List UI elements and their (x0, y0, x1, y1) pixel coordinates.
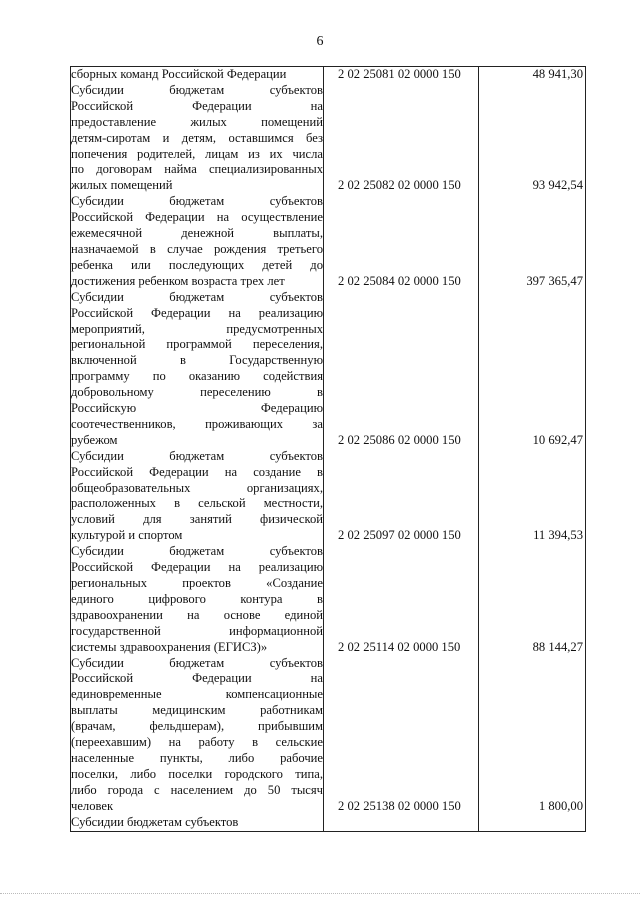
table-row (71, 67, 586, 83)
subsidy-description (71, 67, 324, 83)
description-line: расположенных в сельской местности, (71, 496, 323, 511)
amount-value: 10 692,47 (532, 432, 583, 447)
description-line: ежемесячной денежной выплаты, (71, 226, 323, 241)
description-line: предоставление жилых помещений (71, 114, 323, 129)
table-row (71, 815, 586, 831)
description-line: Субсидии бюджетам субъектов (71, 655, 323, 670)
page-bottom-rule (0, 893, 640, 894)
budget-table-body (71, 67, 586, 832)
table-row (71, 290, 586, 449)
description-line: добровольному переселению в (71, 385, 323, 400)
description-line: жилых помещений (71, 178, 173, 193)
description-line: Российской Федерации на реализацию (71, 305, 323, 320)
description-line: выплаты медицинским работникам (71, 703, 323, 718)
description-line: единовременные компенсационные (71, 687, 323, 702)
subsidy-description (71, 194, 324, 289)
amount-cell (479, 815, 586, 831)
description-line: общеобразовательных организациях, (71, 480, 323, 495)
table-row (71, 449, 586, 544)
description-line: Российской Федерации на (71, 671, 323, 686)
description-line: Российскую Федерацию (71, 401, 323, 416)
amount-value: 1 800,00 (538, 798, 583, 813)
description-line: Субсидии бюджетам субъектов (71, 544, 323, 559)
description-line: региональных проектов «Создание (71, 576, 323, 590)
subsidy-description (71, 83, 324, 194)
amount-value: 48 941,30 (532, 67, 583, 81)
description-line: либо города с населением до 50 тысяч (71, 782, 323, 797)
subsidy-description (71, 656, 324, 815)
budget-code: 2 02 25138 02 0000 150 (338, 798, 461, 813)
amount-cell (479, 67, 586, 83)
description-line: соотечественников, проживающих за (71, 416, 323, 431)
amount-cell (479, 656, 586, 815)
description-line: ребенка или последующих детей до (71, 257, 323, 272)
description-line: единого цифрового контура в (71, 591, 323, 606)
table-row (71, 83, 586, 194)
budget-table (70, 66, 586, 832)
amount-value: 11 394,53 (533, 528, 583, 543)
description-line: Субсидии бюджетам субъектов (71, 814, 239, 829)
description-line: Российской Федерации на реализацию (71, 560, 323, 575)
budget-code-cell (324, 67, 479, 83)
description-line: включенной в Государственную (71, 353, 323, 368)
budget-code: 2 02 25086 02 0000 150 (338, 432, 461, 447)
budget-code-cell (324, 449, 479, 544)
budget-code: 2 02 25114 02 0000 150 (338, 639, 461, 654)
subsidy-description (71, 815, 324, 831)
budget-code-cell (324, 656, 479, 815)
description-line: по договорам найма специализированных (71, 162, 323, 177)
description-line: детям-сиротам и детям, оставшимся без (71, 130, 323, 145)
budget-code: 2 02 25082 02 0000 150 (338, 178, 461, 193)
budget-code: 2 02 25097 02 0000 150 (338, 528, 461, 543)
table-row (71, 544, 586, 655)
amount-value: 88 144,27 (532, 639, 583, 654)
amount-cell (479, 290, 586, 449)
description-line: программу по оказанию содействия (71, 369, 323, 384)
budget-code-cell (324, 544, 479, 655)
description-line: Субсидии бюджетам субъектов (71, 194, 323, 209)
subsidy-description (71, 544, 324, 655)
description-line: (переехавшим) на работу в сельские (71, 735, 323, 750)
description-line: культурой и спортом (71, 528, 183, 543)
description-line: рубежом (71, 432, 118, 447)
amount-value: 397 365,47 (526, 273, 583, 288)
description-line: поселки, либо поселки городского типа, (71, 766, 323, 781)
description-line: населенные пункты, либо рабочие (71, 750, 323, 765)
budget-code-cell (324, 194, 479, 289)
amount-value: 93 942,54 (532, 178, 583, 193)
description-line: человек (71, 798, 114, 813)
table-row (71, 194, 586, 289)
description-line: системы здравоохранения (ЕГИСЗ)» (71, 639, 268, 654)
description-line: попечения родителей, лицам из их числа (71, 146, 323, 161)
description-line: мероприятий, предусмотренных (71, 321, 323, 336)
page-number: 6 (316, 34, 324, 49)
budget-code-cell (324, 83, 479, 194)
description-line: региональной программой переселения, (71, 337, 323, 352)
description-line: Российской Федерации на (71, 98, 323, 113)
budget-code-cell (324, 815, 479, 831)
description-line: Российской Федерации на создание в (71, 464, 323, 479)
table-row (71, 656, 586, 815)
description-line: Субсидии бюджетам субъектов (71, 448, 323, 463)
description-line: Российской Федерации на осуществление (71, 210, 323, 225)
description-line: сборных команд Российской Федерации (71, 67, 287, 81)
amount-cell (479, 194, 586, 289)
description-line: государственной информационной (71, 623, 323, 638)
amount-cell (479, 449, 586, 544)
subsidy-description (71, 449, 324, 544)
description-line: Субсидии бюджетам субъектов (71, 289, 323, 304)
budget-code: 2 02 25084 02 0000 150 (338, 273, 461, 288)
description-line: достижения ребенком возраста трех лет (71, 273, 285, 288)
subsidy-description (71, 290, 324, 449)
description-line: здравоохранении на основе единой (71, 607, 323, 622)
amount-cell (479, 83, 586, 194)
amount-cell (479, 544, 586, 655)
description-line: назначаемой в случае рождения третьего (71, 241, 323, 256)
description-line: Субсидии бюджетам субъектов (71, 82, 323, 97)
budget-code: 2 02 25081 02 0000 150 (338, 67, 461, 81)
budget-code-cell (324, 290, 479, 449)
description-line: (врачам, фельдшерам), прибывшим (71, 719, 323, 734)
description-line: условий для занятий физической (71, 512, 323, 527)
